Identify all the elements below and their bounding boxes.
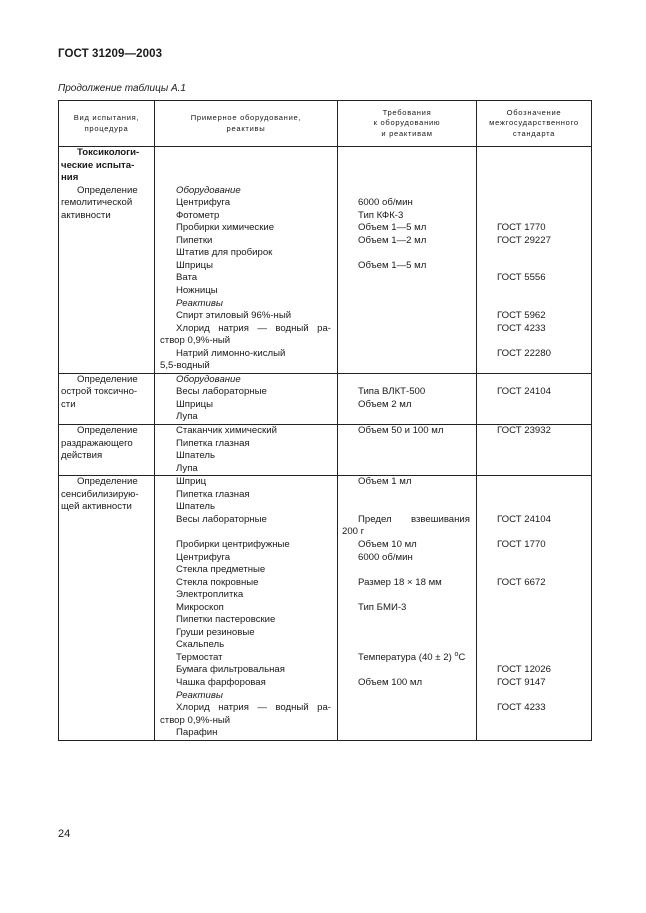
standard-code xyxy=(497,374,591,387)
test-name-line: Определение xyxy=(77,425,138,437)
requirement-value xyxy=(342,614,470,627)
standard-code xyxy=(497,715,591,728)
standard-cell xyxy=(477,147,592,374)
col-header-line: и реактивам xyxy=(381,128,433,138)
requirement-value xyxy=(342,374,470,387)
spacer-line xyxy=(160,160,331,173)
requirement-value xyxy=(342,298,470,311)
equipment-item: Бумага фильтровальная xyxy=(176,664,285,676)
equipment-cell xyxy=(155,147,338,374)
test-name-line: Определение xyxy=(77,184,138,196)
col-header-line: процедура xyxy=(84,123,129,133)
requirement-value xyxy=(342,664,470,677)
equipment-item: Вата xyxy=(176,272,198,284)
standard-code xyxy=(497,285,591,298)
requirement-value: Объем 1—5 мл xyxy=(358,259,427,271)
requirement-value xyxy=(342,639,470,652)
standard-code xyxy=(497,360,591,373)
col-header-line: Вид испытания, xyxy=(73,113,140,122)
word: Хлорид xyxy=(176,702,210,714)
test-name-line: гемолитической xyxy=(61,197,133,209)
spacer-line xyxy=(497,147,591,160)
test-name-line: ческие испыта- xyxy=(61,159,135,171)
standard-code xyxy=(497,614,591,627)
standard-code: ГОСТ 6672 xyxy=(497,576,546,588)
standard-code xyxy=(497,247,591,260)
equipment-item: Шприцы xyxy=(176,398,214,410)
spacer-line xyxy=(160,147,331,160)
test-cell xyxy=(59,373,155,424)
standard-code xyxy=(497,463,591,476)
standard-code: ГОСТ 9147 xyxy=(497,676,546,688)
equipment-cell xyxy=(155,373,338,424)
equipment-item: Шпатель xyxy=(176,450,216,462)
section-label: Оборудование xyxy=(176,184,241,196)
test-name-line: раздражающего xyxy=(61,437,133,449)
equipment-item: Груши резиновые xyxy=(176,626,255,638)
test-name-line: сти xyxy=(61,398,76,410)
test-name-line: острой токсично- xyxy=(61,386,138,398)
standard-code xyxy=(497,476,591,489)
requirement-value: Объем 100 мл xyxy=(358,676,423,688)
col-header-line: к оборудованию xyxy=(373,118,441,128)
equipment-item: Стекла покровные xyxy=(176,576,259,588)
equipment-item: Чашка фарфоровая xyxy=(176,676,266,688)
requirement-value xyxy=(342,310,470,323)
equipment-item: Шпатель xyxy=(176,501,216,513)
test-name-line: Определение xyxy=(77,373,138,385)
test-name-line: действия xyxy=(61,450,103,462)
equipment-item: Фотометр xyxy=(176,209,220,221)
standard-code xyxy=(497,526,591,539)
equipment-item: Шприц xyxy=(176,476,207,488)
equipment-item: Стекла предметные xyxy=(176,564,266,576)
standard-code xyxy=(497,652,591,665)
equipment-item: Пипетки xyxy=(176,234,213,246)
section-label: Реактивы xyxy=(176,689,223,701)
word: — xyxy=(257,322,267,334)
standard-code: ГОСТ 23932 xyxy=(497,425,551,437)
standard-code: ГОСТ 29227 xyxy=(497,234,551,246)
col-header-line: Обозначение xyxy=(506,107,562,117)
col-header-line: межгосударственного xyxy=(489,118,579,128)
standard-code: ГОСТ 5556 xyxy=(497,272,546,284)
requirement-value xyxy=(342,348,470,361)
equipment-item: Стаканчик химический xyxy=(176,425,277,437)
requirement-value: 200 г xyxy=(342,526,365,538)
spacer-line xyxy=(160,172,331,185)
standard-code: ГОСТ 24104 xyxy=(497,386,551,398)
equipment-table xyxy=(58,100,592,741)
word: Хлорид xyxy=(176,322,210,334)
standard-code xyxy=(497,489,591,502)
standard-cell xyxy=(477,373,592,424)
requirement-value: Объем 1 мл xyxy=(358,476,412,488)
standard-code xyxy=(497,450,591,463)
spacer-line xyxy=(342,147,470,160)
standard-code xyxy=(497,564,591,577)
test-name-line: Определение xyxy=(77,476,138,488)
equipment-item: Пробирки центрифужные xyxy=(176,538,290,550)
equipment-item: Пипетка глазная xyxy=(176,437,250,449)
requirement-value xyxy=(342,489,470,502)
equipment-item: Термостат xyxy=(176,651,223,663)
table-row xyxy=(59,147,592,374)
page-number: 24 xyxy=(58,828,71,840)
standard-code xyxy=(497,399,591,412)
requirements-cell xyxy=(338,147,477,374)
requirement-value: Объем 10 мл xyxy=(358,538,417,550)
requirements-cell xyxy=(338,425,477,476)
standard-code xyxy=(497,639,591,652)
table-caption: Продолжение таблицы А.1 xyxy=(58,83,186,94)
standard-code: ГОСТ 5962 xyxy=(497,310,546,322)
word: водный xyxy=(275,322,309,334)
word: водный xyxy=(275,702,309,714)
equipment-item: Пипетки пастеровские xyxy=(176,614,276,626)
requirement-value: Тип БМИ-3 xyxy=(358,601,407,613)
test-name-line: сенсибилизирую- xyxy=(61,488,139,500)
requirement-value xyxy=(342,438,470,451)
equipment-item: Весы лабораторные xyxy=(176,386,267,398)
requirement-value xyxy=(342,514,470,527)
test-cell xyxy=(59,147,155,374)
col-header-equipment xyxy=(155,101,338,147)
equipment-cell xyxy=(155,476,338,740)
equipment-item: створ 0,9%-ный xyxy=(160,335,231,347)
spacer-line xyxy=(497,160,591,173)
requirement-value xyxy=(342,360,470,373)
equipment-item: Натрий лимонно-кислый xyxy=(176,347,286,359)
col-header-line: реактивы xyxy=(226,123,266,133)
equipment-item: Спирт этиловый 96%-ный xyxy=(176,310,292,322)
word: Предел xyxy=(358,513,392,525)
equipment-item: Весы лабораторные xyxy=(176,513,267,525)
standard-code xyxy=(497,438,591,451)
standard-code xyxy=(497,602,591,615)
test-cell xyxy=(59,425,155,476)
col-header-line: Примерное оборудование, xyxy=(190,113,302,122)
requirement-value: Тип КФК-3 xyxy=(358,209,404,221)
standard-cell xyxy=(477,425,592,476)
table-row xyxy=(59,425,592,476)
standard-code xyxy=(497,627,591,640)
requirement-value xyxy=(342,589,470,602)
equipment-item: створ 0,9%-ный xyxy=(160,714,231,726)
equipment-item: 5,5-водный xyxy=(160,360,210,372)
equipment-item: Скальпель xyxy=(176,639,225,651)
section-label: Оборудование xyxy=(176,373,241,385)
col-header-standard xyxy=(477,101,592,147)
requirement-value xyxy=(342,247,470,260)
col-header-line: Требования xyxy=(382,107,432,117)
requirement-value: Типа ВЛКТ-500 xyxy=(358,386,426,398)
requirement-value: Объем 1—5 мл xyxy=(358,222,427,234)
standard-code: ГОСТ 1770 xyxy=(497,538,546,550)
equipment-item: Штатив для пробирок xyxy=(176,247,273,259)
standard-code xyxy=(497,335,591,348)
equipment-item: Лупа xyxy=(176,462,198,474)
equipment-item: Шприцы xyxy=(176,259,214,271)
spacer-line xyxy=(342,160,470,173)
word: натрия xyxy=(218,322,249,334)
requirement-value: Объем 2 мл xyxy=(358,398,412,410)
standard-code xyxy=(497,210,591,223)
standard-code: ГОСТ 24104 xyxy=(497,513,551,525)
requirement-value: Объем 1—2 мл xyxy=(358,234,427,246)
standard-code xyxy=(497,185,591,198)
standard-code: ГОСТ 12026 xyxy=(497,664,551,676)
equipment-item xyxy=(160,702,331,715)
requirement-value: 6000 об/мин xyxy=(358,551,413,563)
col-header-test xyxy=(59,101,155,147)
requirement-value xyxy=(342,702,470,715)
standard-code xyxy=(497,727,591,740)
spacer-line xyxy=(342,172,470,185)
requirement-value xyxy=(342,185,470,198)
requirement-value xyxy=(342,727,470,740)
requirement-value xyxy=(342,501,470,514)
equipment-item: Центрифуга xyxy=(176,551,231,563)
col-header-line: стандарта xyxy=(512,128,556,138)
word: ра- xyxy=(317,702,331,714)
requirement-value: 6000 об/мин xyxy=(358,197,413,209)
table-row xyxy=(59,373,592,424)
requirement-value: Температура (40 ± 2) $^o$С xyxy=(358,650,466,663)
requirements-cell xyxy=(338,373,477,424)
table-row xyxy=(59,476,592,740)
requirement-value xyxy=(342,627,470,640)
equipment-cell xyxy=(155,425,338,476)
equipment-item xyxy=(160,526,331,539)
standard-cell xyxy=(477,476,592,740)
test-cell xyxy=(59,476,155,740)
requirement-value xyxy=(342,463,470,476)
requirement-value xyxy=(342,323,470,336)
table-header-row xyxy=(59,101,592,147)
standard-code xyxy=(497,589,591,602)
requirement-value xyxy=(342,690,470,703)
test-name-line: активности xyxy=(61,209,111,221)
requirements-cell xyxy=(338,476,477,740)
equipment-item: Ножницы xyxy=(176,285,218,297)
word: взвешивания xyxy=(411,513,470,525)
requirement-value xyxy=(342,272,470,285)
standard-code xyxy=(497,552,591,565)
test-name-line: ния xyxy=(61,172,79,184)
equipment-item: Электроплитка xyxy=(176,589,244,601)
standard-code: ГОСТ 4233 xyxy=(497,702,546,714)
document-code: ГОСТ 31209—2003 xyxy=(58,48,163,60)
section-label: Реактивы xyxy=(176,297,223,309)
requirement-value xyxy=(342,411,470,424)
equipment-item: Пипетка глазная xyxy=(176,488,250,500)
standard-code xyxy=(497,690,591,703)
col-header-requirements xyxy=(338,101,477,147)
spacer-line xyxy=(497,172,591,185)
test-name-line: Токсикологи- xyxy=(77,147,140,158)
equipment-item: Центрифуга xyxy=(176,197,231,209)
requirement-value: Объем 50 и 100 мл xyxy=(358,425,444,437)
standard-code xyxy=(497,411,591,424)
equipment-item: Пробирки химические xyxy=(176,222,275,234)
standard-code xyxy=(497,197,591,210)
word: ра- xyxy=(317,322,331,334)
equipment-item: Микроскоп xyxy=(176,601,224,613)
standard-code: ГОСТ 1770 xyxy=(497,222,546,234)
equipment-item xyxy=(160,323,331,336)
requirement-value xyxy=(342,715,470,728)
word: натрия xyxy=(218,702,249,714)
test-name-line: щей активности xyxy=(61,501,132,513)
standard-code: ГОСТ 22280 xyxy=(497,347,551,359)
standard-code xyxy=(497,260,591,273)
standard-code: ГОСТ 4233 xyxy=(497,322,546,334)
word: — xyxy=(257,702,267,714)
equipment-item: Парафин xyxy=(176,727,218,739)
requirement-value xyxy=(342,285,470,298)
requirement-value xyxy=(342,564,470,577)
standard-code xyxy=(497,501,591,514)
requirement-value xyxy=(342,450,470,463)
standard-code xyxy=(497,298,591,311)
requirement-value: Размер 18 × 18 мм xyxy=(358,576,442,588)
requirement-value xyxy=(342,335,470,348)
equipment-item: Лупа xyxy=(176,411,198,423)
